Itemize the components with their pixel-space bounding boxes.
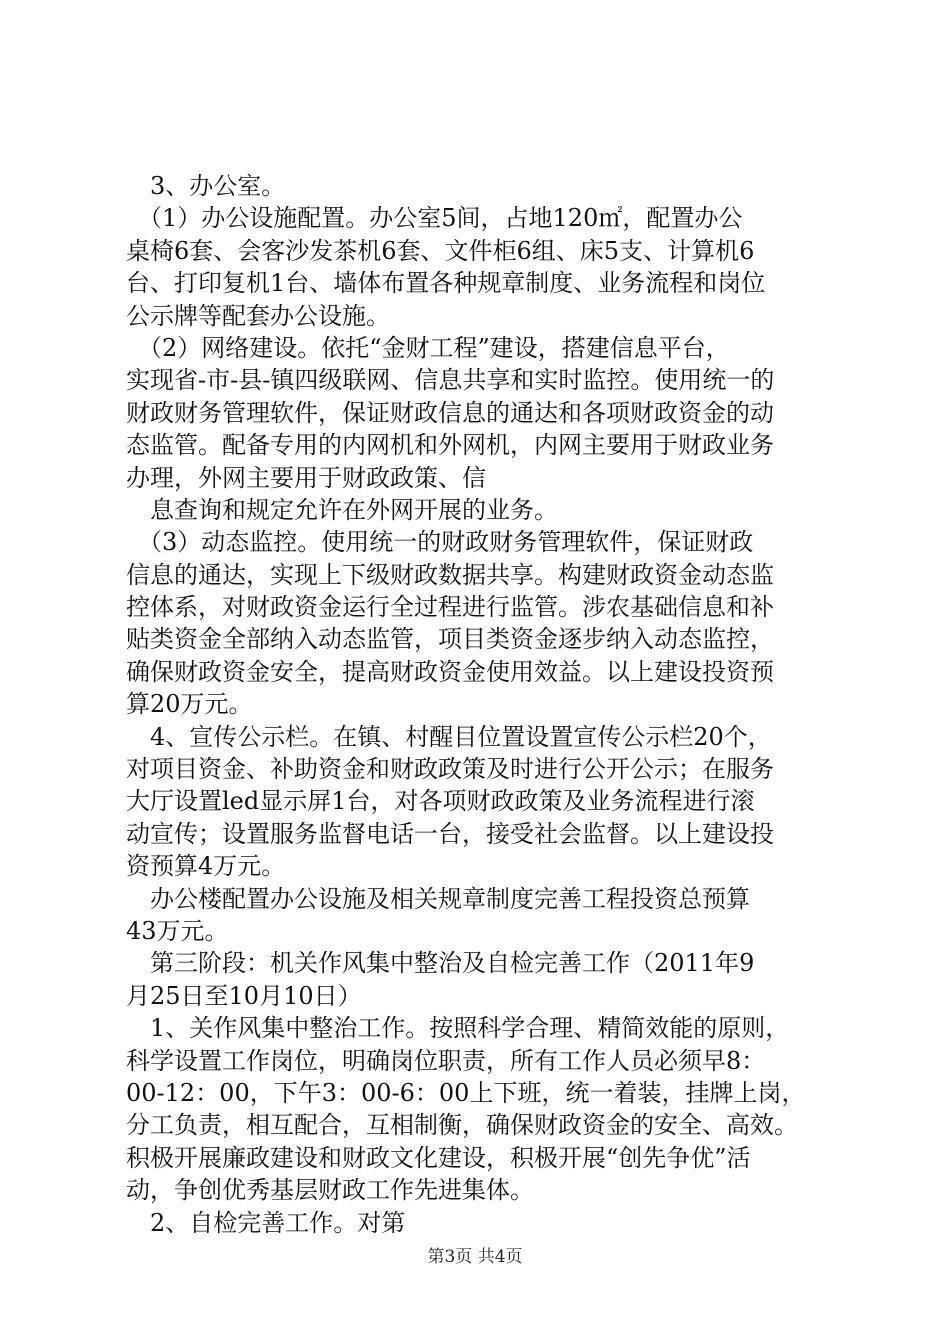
text-line: 动宣传；设置服务监督电话一台，接受社会监督。以上建设投 [126,819,774,848]
text-line: 资预算4万元。 [126,852,286,881]
text-line: 贴类资金全部纳入动态监管，项目类资金逐步纳入动态监控， [126,625,774,654]
text-line: 台、打印复机1台、墙体布置各种规章制度、业务流程和岗位 [126,269,766,298]
text-line: 00-12：00，下午3：00-6：00上下班，统一着装，挂牌上岗， [126,1078,806,1107]
text-line: 控体系，对财政资金运行全过程进行监管。涉农基础信息和补 [126,593,774,622]
text-line: 态监管。配备专用的内网机和外网机，内网主要用于财政业务 [126,431,774,460]
text-line: 4、宣传公示栏。在镇、村醒目位置设置宣传公示栏20个， [126,722,772,751]
text-line: 算20万元。 [126,690,253,719]
text-line: 实现省-市-县-镇四级联网、信息共享和实时监控。使用统一的 [126,366,775,395]
text-line: 积极开展廉政建设和财政文化建设，积极开展“创先争优”活 [126,1143,751,1172]
text-line: 公示牌等配套办公设施。 [126,301,390,330]
text-line: 2、自检完善工作。对第 [126,1208,406,1237]
text-line: 办公楼配置办公设施及相关规章制度完善工程投资总预算 [126,884,750,913]
text-line: 对项目资金、补助资金和财政政策及时进行公开公示；在服务 [126,755,774,784]
text-line: 分工负责，相互配合，互相制衡，确保财政资金的安全、高效。 [126,1111,798,1140]
text-line: 动，争创优秀基层财政工作先进集体。 [126,1176,534,1205]
text-line: 信息的通达，实现上下级财政数据共享。构建财政资金动态监 [126,560,774,589]
document-body [126,170,836,1239]
text-line: 1、关作风集中整治工作。按照科学合理、精简效能的原则， [126,1014,790,1043]
text-line: 科学设置工作岗位，明确岗位职责，所有工作人员必须早8： [126,1046,766,1075]
page-number-footer: 第3页 共4页 [427,1247,523,1267]
text-line: 月25日至10月10日） [126,981,362,1010]
text-line: 桌椅6套、会客沙发茶机6套、文件柜6组、床5支、计算机6 [126,236,755,265]
text-line: 43万元。 [126,916,229,945]
text-line: 第三阶段：机关作风集中整治及自检完善工作（2011年9 [126,949,755,978]
text-line: 办理，外网主要用于财政政策、信 [126,463,486,492]
text-line: 财政财务管理软件，保证财政信息的通达和各项财政资金的动 [126,398,774,427]
text-line: 确保财政资金安全，提高财政资金使用效益。以上建设投资预 [126,657,774,686]
text-line: 3、办公室。 [126,172,286,200]
text-line: （1）办公设施配置。办公室5间，占地120㎡，配置办公 [126,204,743,233]
text-line: （3）动态监控。使用统一的财政财务管理软件，保证财政 [126,528,754,557]
text-line: 息查询和规定允许在外网开展的业务。 [126,495,558,524]
text-line: 大厅设置led显示屏1台，对各项财政政策及业务流程进行滚 [126,787,755,816]
text-line: （2）网络建设。依托“金财工程”建设，搭建信息平台， [126,333,730,362]
